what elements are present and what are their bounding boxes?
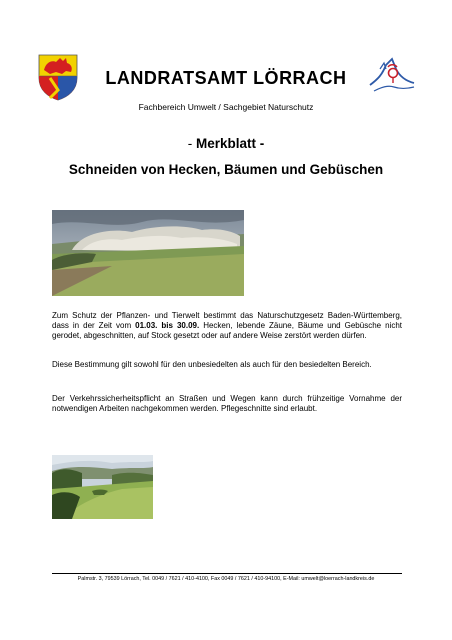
footer-contact: Palmstr. 3, 79539 Lörrach, Tel. 0049 / 7621 / 410-4100, Fax 0049 / 7621 / 410-94100, E-Mail: umwelt@loerrach-landkreis.de <box>77 576 375 582</box>
valley-landscape-photo <box>52 455 153 519</box>
date-to: 30.09. <box>176 321 200 331</box>
footer-divider <box>52 573 402 574</box>
date-bis: bis <box>157 321 177 331</box>
paragraph-1 <box>52 311 402 342</box>
merkblatt-heading <box>0 136 452 151</box>
dash-right: - <box>259 136 265 151</box>
p1-text-end: Hecken, lebende Zäune, Bäume und Gebüsche nicht gerodet, abgeschnitten, auf Stock gesetzt oder auf andere Weise zerstört werden dürfen. <box>52 321 402 341</box>
date-from: 01.03. <box>135 321 158 331</box>
paragraph-2: Diese Bestimmung gilt sowohl für den unbesiedelten als auch für den besiedelten Bereich. <box>52 360 372 369</box>
page-title: LANDRATSAMT LÖRRACH <box>105 68 347 88</box>
dash-left: - <box>187 136 193 151</box>
hedge-landscape-photo <box>52 210 244 296</box>
paragraph-3: Der Verkehrssicherheitspflicht an Straßen und Wegen kann durch frühzeitige Vornahme der notwendigen Arbeiten nachgekommen werden. Pflegeschnitte sind erlaubt. <box>52 394 402 414</box>
document-headline: Schneiden von Hecken, Bäumen und Gebüschen <box>68 162 384 177</box>
merkblatt-label: Merkblatt <box>195 136 256 151</box>
p1-text-start: Zum Schutz der Pflanzen- und Tierwelt bestimmt das Naturschutzgesetz Baden-Württemberg, dass in der Zeit vom <box>52 311 402 331</box>
department-subtitle: Fachbereich Umwelt / Sachgebiet Naturschutz <box>138 102 314 112</box>
